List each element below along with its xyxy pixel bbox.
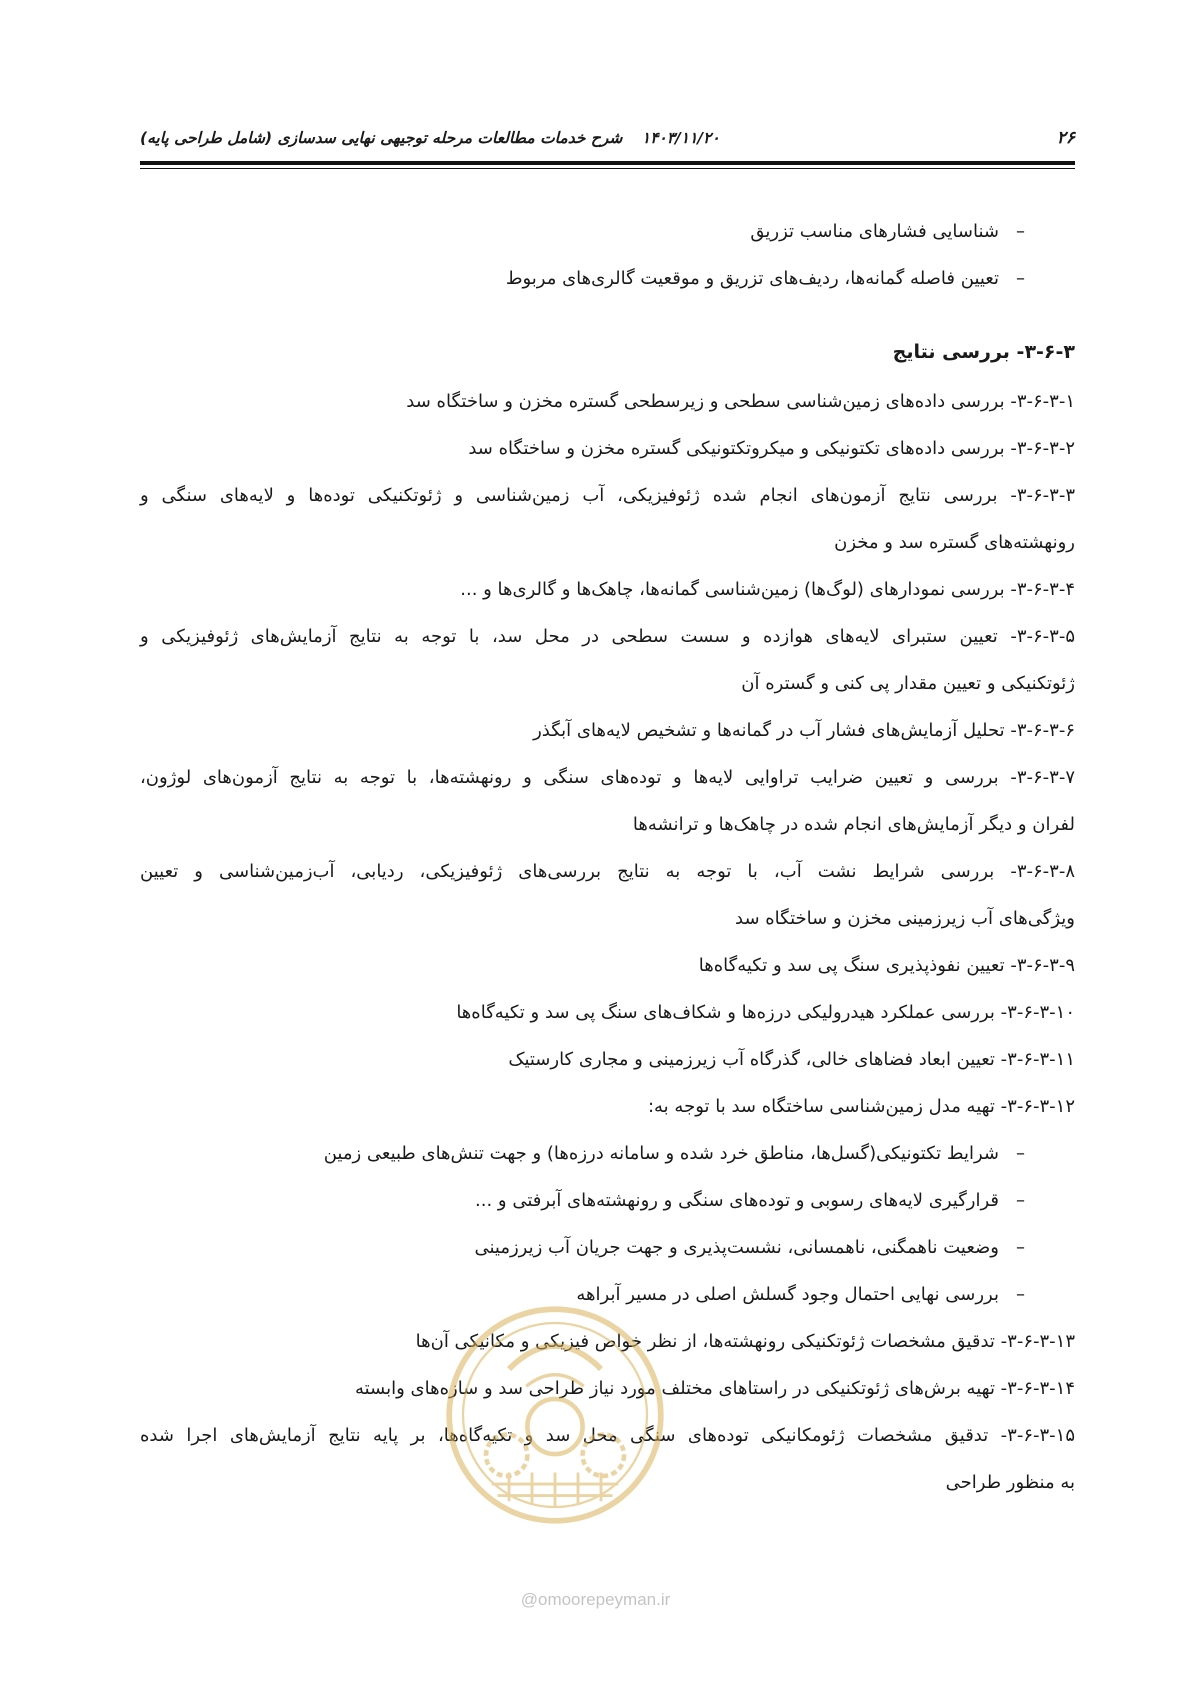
intro-bullet-text: شناسایی فشارهای مناسب تزریق xyxy=(750,221,999,242)
dash-mark: – xyxy=(1016,1284,1025,1305)
section-item-text: ۳-۶-۳-۹- تعیین نفوذپذیری سنگ پی سد و تکیه‌گاه‌ها xyxy=(698,955,1075,976)
intro-bullet-list xyxy=(140,208,1075,302)
sub-bullet xyxy=(140,1177,1075,1224)
dash-mark: – xyxy=(1016,1237,1025,1258)
at-icon: @ xyxy=(520,1590,538,1609)
section-item xyxy=(140,989,1075,1036)
section-item xyxy=(140,754,1075,801)
dash-mark: – xyxy=(1016,268,1025,289)
header-title: شرح خدمات مطالعات مرحله توجیهی نهایی سدسازی (شامل طراحی پایه) xyxy=(140,129,623,147)
sub-bullet-text: بررسی نهایی احتمال وجود گسلش اصلی در مسیر آبراهه xyxy=(576,1284,999,1305)
section-item-text: لفران و دیگر آزمایش‌های انجام شده در چاهک‌ها و ترانشه‌ها xyxy=(632,814,1075,835)
section-item-list xyxy=(140,378,1075,1130)
intro-bullet xyxy=(140,208,1075,255)
section-item-text: ۳-۶-۳-۱۰- بررسی عملکرد هیدرولیکی درزه‌ها و شکاف‌های سنگ پی سد و تکیه‌گاه‌ها xyxy=(456,1002,1075,1023)
section-item-text: ۳-۶-۳-۱۲- تهیه مدل زمین‌شناسی ساختگاه سد با توجه به: xyxy=(647,1096,1075,1117)
header-date: ۱۴۰۳/۱۱/۲۰ xyxy=(641,129,720,147)
watermark-site-text: omoorepeyman.ir xyxy=(537,1590,671,1609)
section-item xyxy=(140,942,1075,989)
section-item-text: ۳-۶-۳-۷- بررسی و تعیین ضرایب تراوایی لایه‌ها و توده‌های سنگی و رونهشته‌ها، با توجه به نتایج آزمون‌های لوژون، xyxy=(140,767,1075,788)
section-item-text: ۳-۶-۳-۱۵- تدقیق مشخصات ژئومکانیکی توده‌های سنگی محل سد و تکیه‌گاه‌ها، بر پایه نتایج آزمایش‌های اجرا شده xyxy=(140,1425,1075,1446)
section-item-text: ۳-۶-۳-۳- بررسی نتایج آزمون‌های انجام شده ژئوفیزیکی، آب زمین‌شناسی و ژئوتکنیکی توده‌ها و لایه‌های سنگی و xyxy=(140,485,1075,506)
spacer xyxy=(140,302,1075,326)
section-item-text: ۳-۶-۳-۱۴- تهیه برش‌های ژئوتکنیکی در راستاهای مختلف مورد نیاز طراحی سد و سازه‌های وابسته xyxy=(354,1378,1075,1399)
section-item xyxy=(140,1036,1075,1083)
sub-bullet xyxy=(140,1130,1075,1177)
section-item-text: به منظور طراحی xyxy=(945,1472,1075,1493)
intro-bullet xyxy=(140,255,1075,302)
section-item-text: ۳-۶-۳-۲- بررسی داده‌های تکتونیکی و میکروتکتونیکی گستره مخزن و ساختگاه سد xyxy=(468,438,1075,459)
section-item-text: ویژگی‌های آب زیرزمینی مخزن و ساختگاه سد xyxy=(735,908,1075,929)
section-item xyxy=(140,566,1075,613)
section-item xyxy=(140,425,1075,472)
section-item xyxy=(140,519,1075,566)
dash-mark: – xyxy=(1016,221,1025,242)
sub-bullet-list xyxy=(140,1130,1075,1318)
page-header xyxy=(140,128,1075,156)
header-rule-thick xyxy=(140,161,1075,165)
section-item xyxy=(140,472,1075,519)
watermark-seal-icon xyxy=(440,1300,670,1530)
section-item xyxy=(140,660,1075,707)
section-item xyxy=(140,613,1075,660)
section-item-text: ۳-۶-۳-۶- تحلیل آزمایش‌های فشار آب در گمانه‌ها و تشخیص لایه‌های آبگذر xyxy=(533,720,1075,741)
section-item xyxy=(140,895,1075,942)
dash-mark: – xyxy=(1016,1190,1025,1211)
section-item xyxy=(140,707,1075,754)
header-title-wrap xyxy=(140,129,720,147)
section-item-text: ۳-۶-۳-۱- بررسی داده‌های زمین‌شناسی سطحی و زیرسطحی گستره مخزن و ساختگاه سد xyxy=(406,391,1075,412)
section-item-text: ۳-۶-۳-۱۱- تعیین ابعاد فضاهای خالی، گذرگاه آب زیرزمینی و مجاری کارستیک xyxy=(508,1049,1075,1070)
section-item-text: ۳-۶-۳-۴- بررسی نمودارهای (لوگ‌ها) زمین‌شناسی گمانه‌ها، چاهک‌ها و گالری‌ها و ... xyxy=(460,579,1075,600)
section-item-text: ۳-۶-۳-۸- بررسی شرایط نشت آب، با توجه به نتایج بررسی‌های ژئوفیزیکی، ردیابی، آب‌زمین‌شناسی و تعیین xyxy=(140,861,1075,882)
header-rule-thin xyxy=(140,168,1075,169)
section-item xyxy=(140,1083,1075,1130)
section-item xyxy=(140,848,1075,895)
section-heading: ۳-۶-۳- بررسی نتایج xyxy=(892,341,1075,363)
section-item xyxy=(140,378,1075,425)
section-item-text: ۳-۶-۳-۵- تعیین ستبرای لایه‌های هوازده و سست سطحی در محل سد، با توجه به نتایج آزمایش‌های ژئوفیزیکی و xyxy=(140,626,1075,647)
watermark-site xyxy=(0,1590,1191,1610)
section-item xyxy=(140,801,1075,848)
sub-bullet xyxy=(140,1224,1075,1271)
section-item-text: رونهشته‌های گستره سد و مخزن xyxy=(834,532,1075,553)
section-item-text: ۳-۶-۳-۱۳- تدقیق مشخصات ژئوتکنیکی رونهشته‌ها، از نظر خواص فیزیکی و مکانیکی آن‌ها xyxy=(415,1331,1075,1352)
section-item-text: ژئوتکنیکی و تعیین مقدار پی کنی و گستره آن xyxy=(741,673,1075,694)
sub-bullet-text: قرارگیری لایه‌های رسوبی و توده‌های سنگی و رونهشته‌های آبرفتی و ... xyxy=(475,1190,999,1211)
page-number: ۲۶ xyxy=(1056,128,1075,148)
dash-mark: – xyxy=(1016,1143,1025,1164)
sub-bullet-text: وضعیت ناهمگنی، ناهمسانی، نشست‌پذیری و جهت جریان آب زیرزمینی xyxy=(474,1237,999,1258)
intro-bullet-text: تعیین فاصله گمانه‌ها، ردیف‌های تزریق و موقعیت گالری‌های مربوط xyxy=(505,268,999,289)
sub-bullet-text: شرایط تکتونیکی(گسل‌ها، مناطق خرد شده و سامانه درزه‌ها) و جهت تنش‌های طبیعی زمین xyxy=(323,1143,999,1164)
